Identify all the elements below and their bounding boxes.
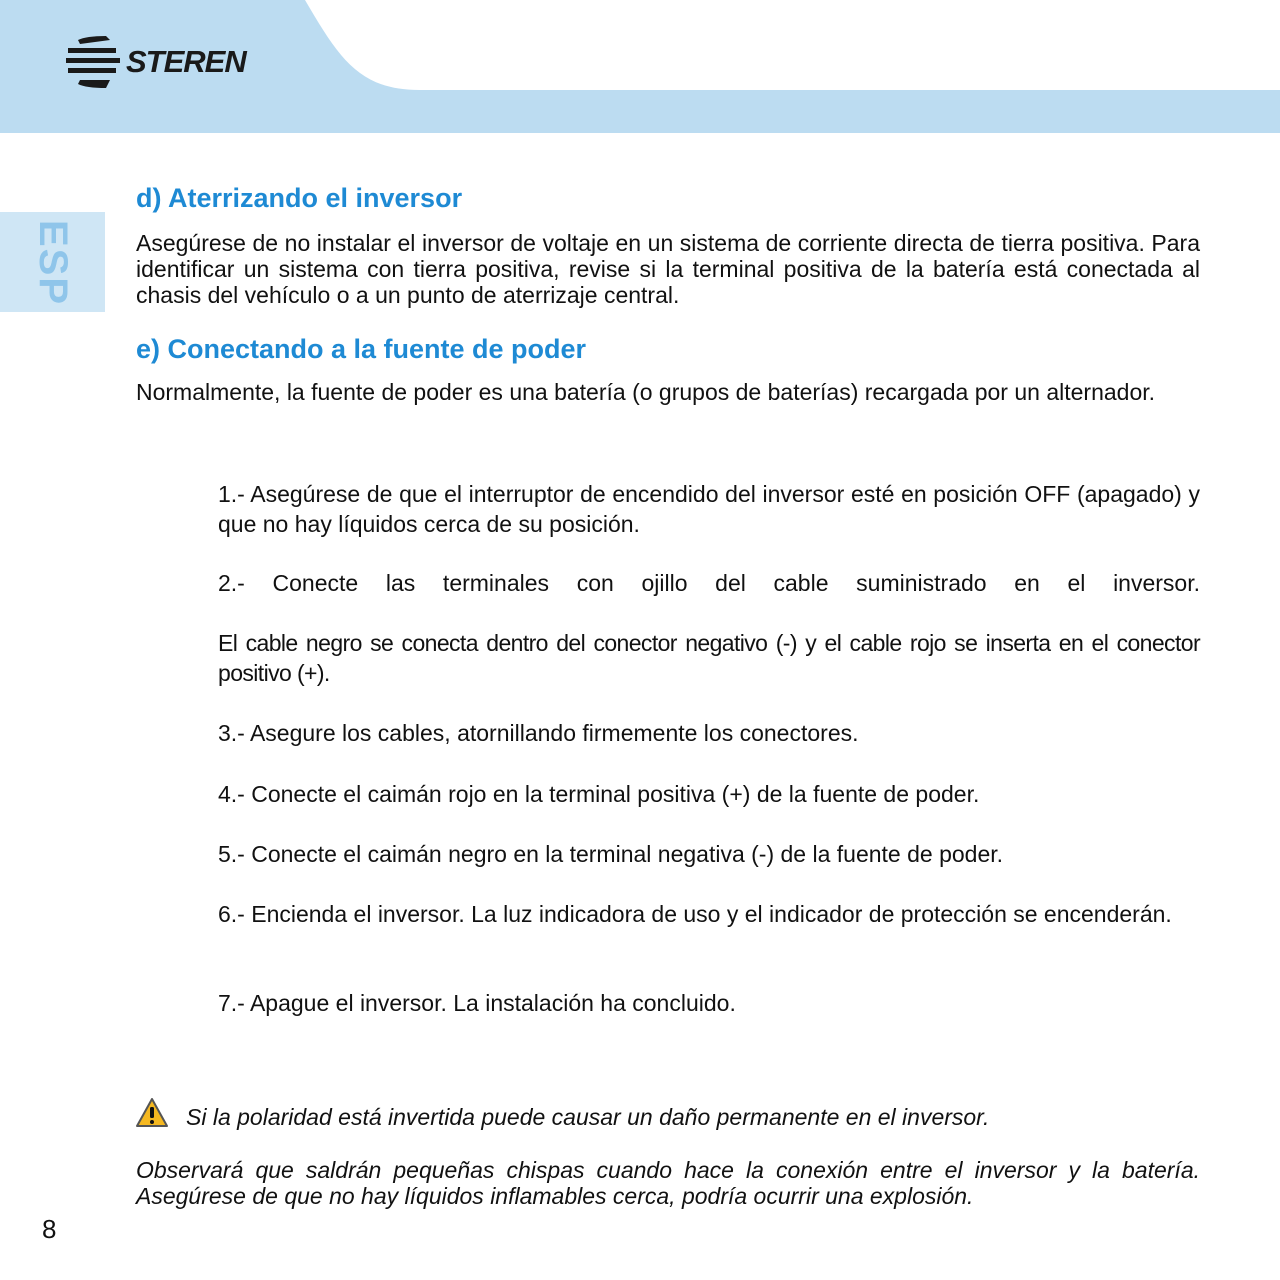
warning-text: Si la polaridad está invertida puede causar un daño permanente en el inversor. <box>186 1104 990 1130</box>
steren-logo-icon <box>66 36 122 88</box>
step-1: 1.- Asegúrese de que el interruptor de encendido del inversor esté en posición OFF (apagado) y que no hay líquidos cerca de su posición. <box>218 481 1200 537</box>
section-d-body: Asegúrese de no instalar el inversor de voltaje en un sistema de corriente directa de tierra positiva. Para identificar un sistema con tierra positiva, revise si la terminal positiva de la batería está conectada al chasis del vehículo o a un punto de aterrizaje central. <box>136 230 1200 308</box>
language-label: ESP <box>31 220 75 307</box>
brand-name: STEREN <box>126 44 246 79</box>
page-number: 8 <box>42 1214 57 1244</box>
language-tab <box>0 212 105 312</box>
step-3: 3.- Asegure los cables, atornillando firmemente los conectores. <box>218 720 859 746</box>
note-text: Observará que saldrán pequeñas chispas cuando hace la conexión entre el inversor y la batería. Asegúrese de que no hay líquidos inflamables cerca, podría ocurrir una explosión. <box>136 1157 1200 1209</box>
warning-icon <box>135 1097 169 1129</box>
steren-logo <box>66 36 246 88</box>
section-d-title: d) Aterrizando el inversor <box>136 183 463 213</box>
step-2: 2.- Conecte las terminales con ojillo del cable suministrado en el inversor. <box>218 570 1200 596</box>
step-2-detail: El cable negro se conecta dentro del conector negativo (-) y el cable rojo se inserta en el conector positivo (+). <box>218 630 1200 686</box>
step-6: 6.- Encienda el inversor. La luz indicadora de uso y el indicador de protección se encenderán. <box>218 901 1172 927</box>
step-7: 7.- Apague el inversor. La instalación ha concluido. <box>218 990 736 1016</box>
step-5: 5.- Conecte el caimán negro en la terminal negativa (-) de la fuente de poder. <box>218 841 1004 867</box>
step-4: 4.- Conecte el caimán rojo en la terminal positiva (+) de la fuente de poder. <box>218 781 980 807</box>
section-e-title: e) Conectando a la fuente de poder <box>136 334 587 364</box>
section-e-body: Normalmente, la fuente de poder es una batería (o grupos de baterías) recargada por un alternador. <box>136 379 1156 405</box>
